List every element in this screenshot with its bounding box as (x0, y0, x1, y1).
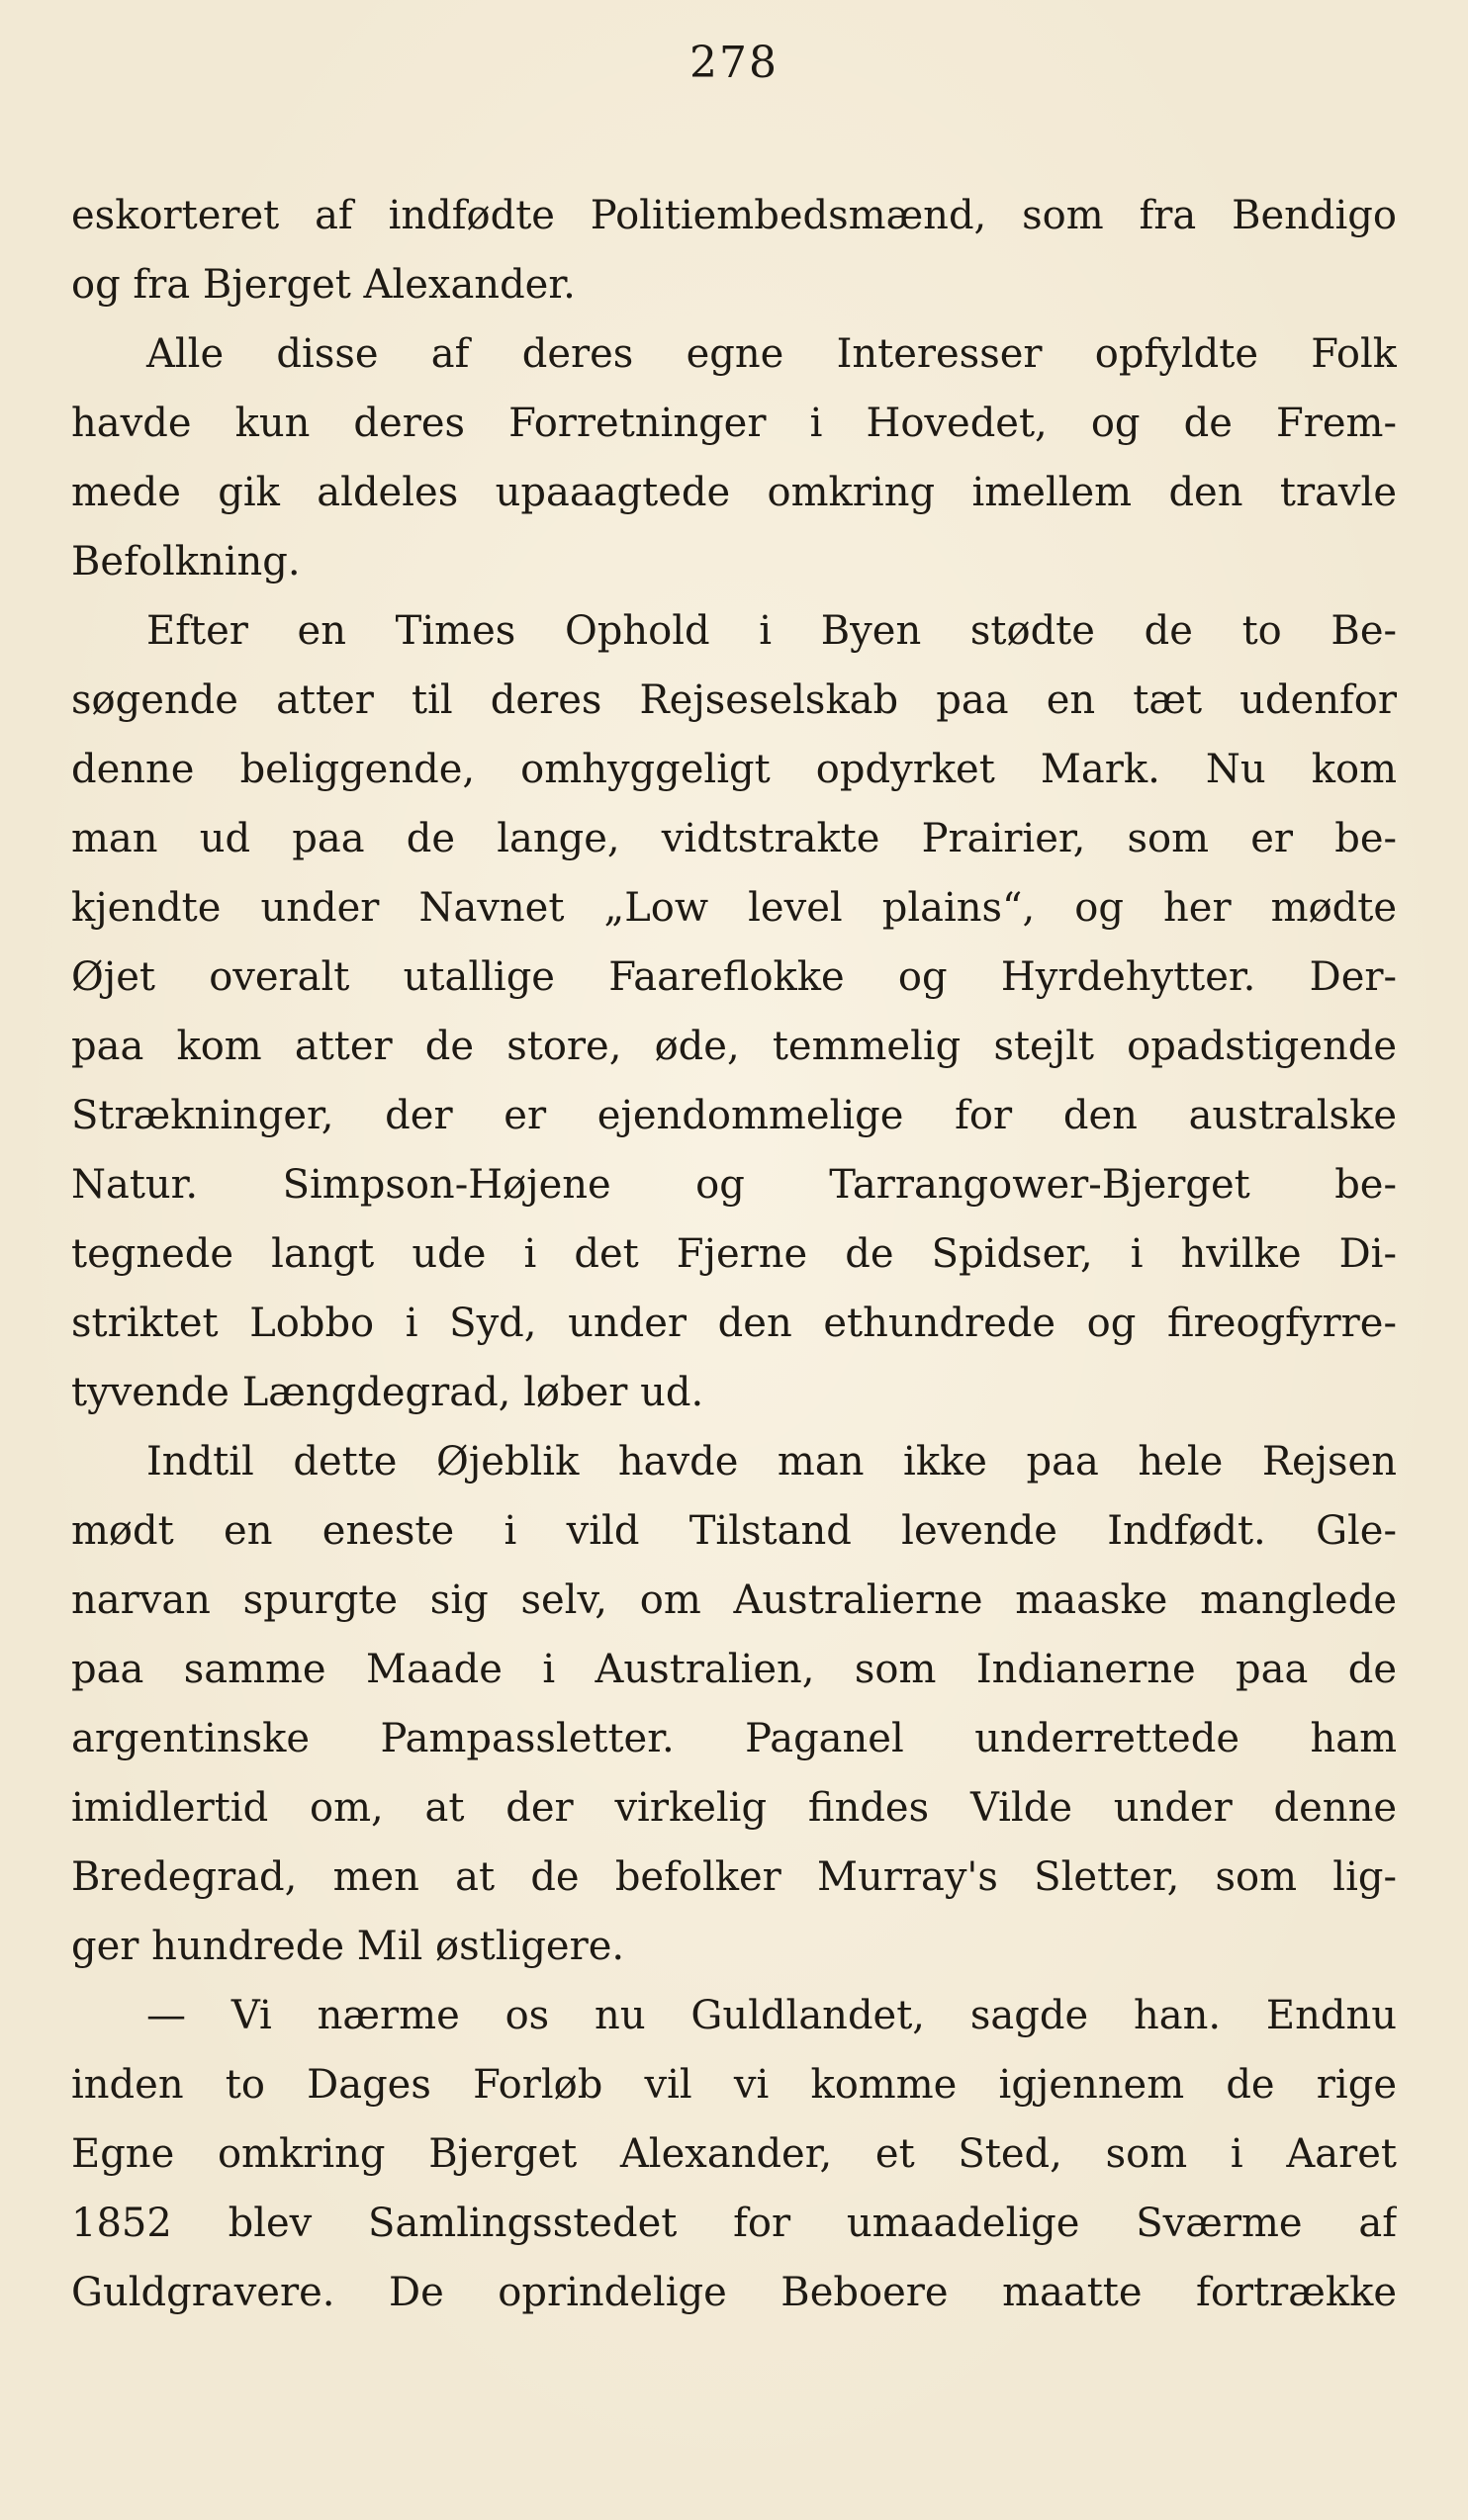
text-line: Efter en Times Ophold i Byen stødte de to Be- (146, 608, 1397, 654)
text-line: 1852 blev Samlingsstedet for umaadelige Sværme af (71, 2201, 1397, 2246)
text-line: havde kun deres Forretninger i Hovedet, og de Frem- (71, 401, 1397, 446)
page-number: 278 (689, 38, 779, 88)
text-line: tyvende Længdegrad, løber ud. (71, 1370, 704, 1415)
text-line: man ud paa de lange, vidtstrakte Prairier, som er be- (71, 816, 1397, 861)
text-line: Natur. Simpson-Højene og Tarrangower-Bjerget be- (71, 1162, 1397, 1208)
text-line: imidlertid om, at der virkelig findes Vilde under denne (71, 1785, 1397, 1831)
text-line: Øjet overalt utallige Faareflokke og Hyrdehytter. Der- (71, 954, 1397, 1000)
text-line: og fra Bjerget Alexander. (71, 262, 576, 308)
text-line: inden to Dages Forløb vil vi komme igjennem de rige (71, 2062, 1397, 2108)
text-line: søgende atter til deres Rejseselskab paa en tæt udenfor (71, 677, 1397, 723)
text-line: — Vi nærme os nu Guldlandet, sagde han. Endnu (146, 1993, 1397, 2038)
text-line: Strækninger, der er ejendommelige for den australske (71, 1093, 1397, 1138)
text-line: striktet Lobbo i Syd, under den ethundrede og fireogfyrre- (71, 1301, 1397, 1346)
text-line: denne beliggende, omhyggeligt opdyrket Mark. Nu kom (71, 747, 1397, 792)
text-line: Indtil dette Øjeblik havde man ikke paa hele Rejsen (146, 1439, 1397, 1485)
text-line: argentinske Pampassletter. Paganel underrettede ham (71, 1716, 1397, 1761)
text-line: paa samme Maade i Australien, som Indianerne paa de (71, 1647, 1397, 1692)
text-line: Guldgravere. De oprindelige Beboere maatte fortrække (71, 2270, 1397, 2315)
text-line: kjendte under Navnet „Low level plains“, og her mødte (71, 885, 1397, 931)
text-line: mede gik aldeles upaaagtede omkring imellem den travle (71, 470, 1397, 515)
text-line: Befolkning. (71, 539, 301, 585)
text-line: narvan spurgte sig selv, om Australierne maaske manglede (71, 1577, 1397, 1623)
text-line: ger hundrede Mil østligere. (71, 1924, 625, 1969)
body-text (71, 181, 1397, 2327)
text-line: paa kom atter de store, øde, temmelig stejlt opadstigende (71, 1024, 1397, 1069)
text-line: Egne omkring Bjerget Alexander, et Sted, som i Aaret (71, 2131, 1397, 2177)
text-line: Bredegrad, men at de befolker Murray's Sletter, som lig- (71, 1854, 1397, 1900)
text-line: mødt en eneste i vild Tilstand levende Indfødt. Gle- (71, 1508, 1397, 1554)
text-line: eskorteret af indfødte Politiembedsmænd, som fra Bendigo (71, 193, 1397, 238)
text-line: tegnede langt ude i det Fjerne de Spidser, i hvilke Di- (71, 1231, 1397, 1277)
text-line: Alle disse af deres egne Interesser opfyldte Folk (146, 331, 1397, 377)
